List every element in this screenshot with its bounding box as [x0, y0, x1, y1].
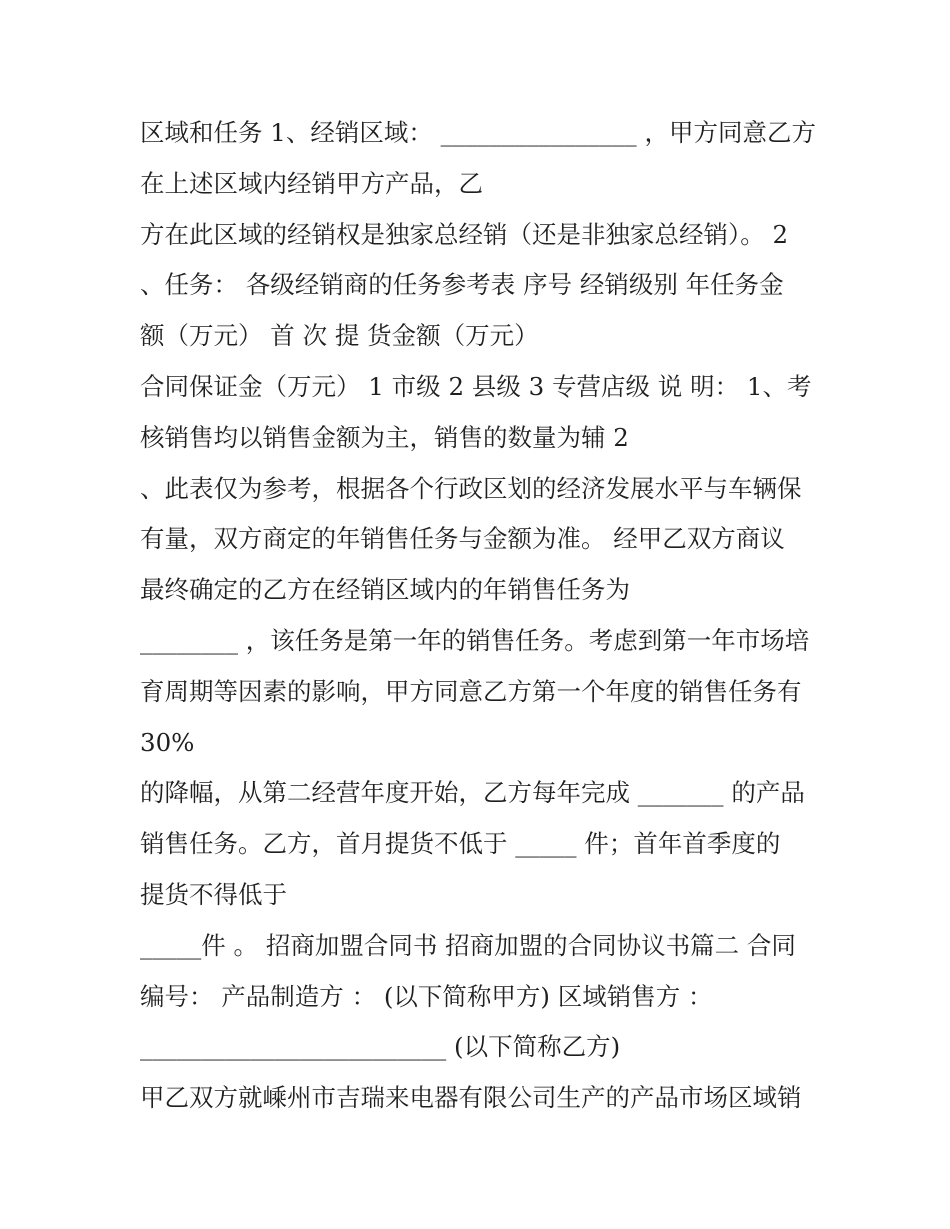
text-line: 的降幅，从第二经营年度开始，乙方每年完成 _______ 的产品 — [140, 778, 805, 808]
text-line: 销售任务。乙方，首月提货不低于 _____ 件；首年首季度的 — [140, 829, 781, 859]
text-line: 30% — [140, 727, 195, 757]
text-line: 在上述区域内经销甲方产品，乙 — [140, 168, 483, 198]
text-line: 额（万元） 首 次 提 货金额（万元） — [140, 321, 539, 351]
text-line: 育周期等因素的影响，甲方同意乙方第一个年度的销售任务有 — [140, 676, 802, 706]
text-line: 区域和任务 1、经销区域： ________________ ，甲方同意乙方 — [140, 118, 816, 147]
text-line: _________________________ (以下简称乙方) — [140, 1032, 621, 1062]
text-line: 方在此区域的经销权是独家总经销（还是非独家总经销）。 2 — [140, 219, 789, 249]
text-line: ________ ，该任务是第一年的销售任务。考虑到第一年市场培 — [140, 625, 810, 655]
text-line: 甲乙双方就嵊州市吉瑞来电器有限公司生产的产品市场区域销 — [140, 1083, 802, 1113]
text-line: _____件 。 招商加盟合同书 招商加盟的合同协议书篇二 合同 — [140, 930, 796, 960]
text-line: 提货不得低于 — [140, 879, 287, 909]
text-line: 合同保证金（万元） 1 市级 2 县级 3 专营店级 说 明： 1、考 — [140, 371, 812, 401]
document-body — [140, 108, 830, 1124]
text-line: 最终确定的乙方在经销区域内的年销售任务为 — [140, 575, 630, 605]
text-line: 编号： 产品制造方 ： (以下简称甲方) 区域销售方 ： — [140, 981, 713, 1011]
text-line: 、此表仅为参考，根据各个行政区划的经济发展水平与车辆保 — [140, 473, 802, 503]
text-line: 有量，双方商定的年销售任务与金额为准。 经甲乙双方商议 — [140, 524, 785, 554]
text-line: 核销售均以销售金额为主，销售的数量为辅 2 — [140, 422, 629, 452]
text-line: 、任务： 各级经销商的任务参考表 序号 经销级别 年任务金 — [140, 270, 784, 300]
